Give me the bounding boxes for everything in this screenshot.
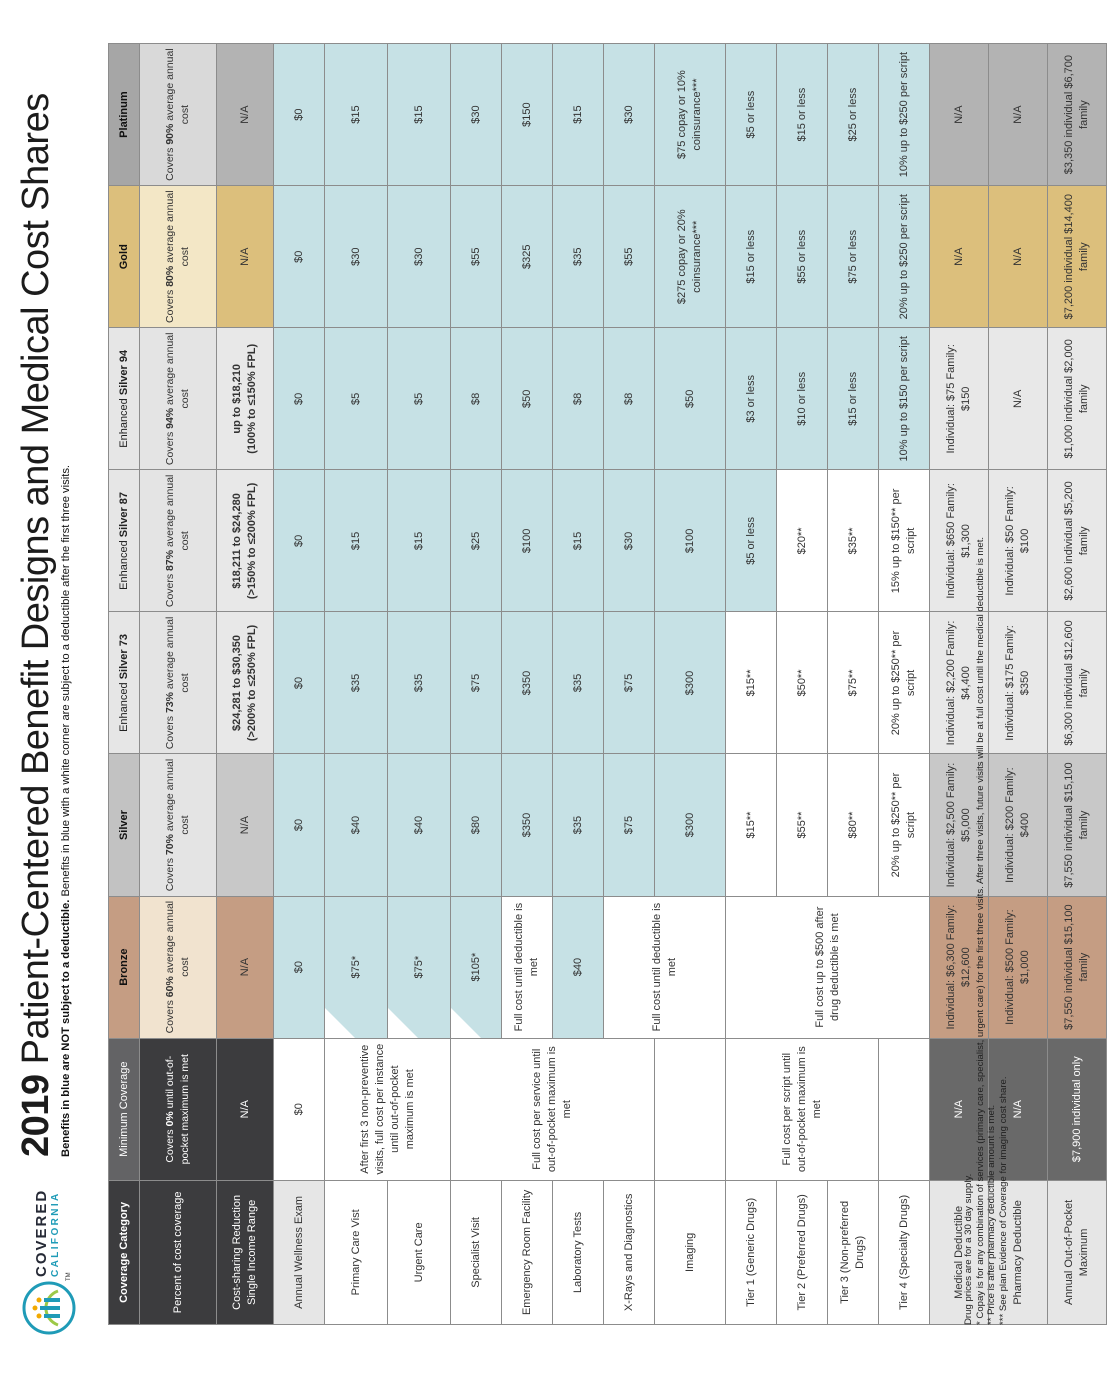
cell-value: $105* xyxy=(469,952,482,982)
row-label: Annual Out-of-Pocket Maximum xyxy=(1048,1180,1107,1324)
pct-b: 73% xyxy=(164,692,176,714)
pct-a: Covers xyxy=(164,713,176,750)
cell-silver: $80 xyxy=(451,754,502,896)
logo-line-california: CALIFORNIA xyxy=(50,1191,61,1277)
cell-es94: 10% up to $150 per script xyxy=(879,328,930,470)
cell-es73: Individual: $2,200 Family: $4,400 xyxy=(930,612,989,754)
cell-gold: $0 xyxy=(274,186,325,328)
cell-es87: 15% up to $150** per script xyxy=(879,470,930,612)
cell-silver: $80** xyxy=(828,754,879,896)
cell-platinum: $15 or less xyxy=(777,44,828,186)
pct-c: average annual cost xyxy=(164,332,191,409)
cell-silver: $350 xyxy=(502,754,553,896)
cell-es94: $5 xyxy=(388,328,451,470)
cell-platinum: $75 copay or 10% coinsurance*** xyxy=(655,44,726,186)
header-enhanced-silver-94 xyxy=(109,328,140,470)
cell-value: $75* xyxy=(349,955,362,979)
pct-a: Covers xyxy=(164,1126,176,1163)
cell-es94: $10 or less xyxy=(777,328,828,470)
cell-gold: 20% up to $250 per script xyxy=(879,186,930,328)
cell-silver: Individual: $200 Family: $400 xyxy=(989,754,1048,896)
header-es87-prefix: Enhanced xyxy=(117,540,130,590)
cell-silver: $40 xyxy=(388,754,451,896)
footnote-copay: * Copay is for any combination of services (primary care, specialist, urgent care) for the first three visits. After three visits, future visits will be at full cost until the medical deductible is met. xyxy=(974,536,986,1325)
cell-bronze: $40 xyxy=(553,896,604,1038)
cell-es73: $300 xyxy=(655,612,726,754)
cell-es87: $5 or less xyxy=(726,470,777,612)
cell-platinum: N/A xyxy=(930,44,989,186)
cell-platinum: $0 xyxy=(274,44,325,186)
cell-es87: $20** xyxy=(777,470,828,612)
cell-min: Full cost per service until out-of-pocket maximum is met xyxy=(451,1038,655,1180)
cell-gold xyxy=(140,186,217,328)
pct-a: Covers xyxy=(164,997,176,1034)
row-imaging xyxy=(655,44,726,1325)
pct-c: until out-of-pocket maximum is met xyxy=(164,1054,191,1165)
row-annual-wellness-exam xyxy=(274,44,325,1325)
cell-silver: $75 xyxy=(604,754,655,896)
page-subtitle xyxy=(60,465,72,1157)
cell-min xyxy=(140,1038,217,1180)
row-specialist-visit xyxy=(451,44,502,1325)
cell-es94 xyxy=(217,328,274,470)
pct-a: Covers xyxy=(164,855,176,892)
cell-gold: N/A xyxy=(989,186,1048,328)
pct-b: 90% xyxy=(164,123,176,145)
cell-platinum: $30 xyxy=(451,44,502,186)
cell-platinum: $3,350 individual $6,700 family xyxy=(1048,44,1107,186)
cell-silver: $0 xyxy=(274,754,325,896)
pct-c: average annual cost xyxy=(164,900,191,977)
header-row xyxy=(109,44,140,1325)
cell-gold: $35 xyxy=(553,186,604,328)
pct-c: average annual cost xyxy=(164,48,191,125)
cell-es94: $50 xyxy=(655,328,726,470)
row-label: Tier 2 (Preferred Drugs) xyxy=(777,1180,828,1324)
pct-b: 87% xyxy=(164,549,176,571)
row-label: Tier 4 (Specialty Drugs) xyxy=(879,1180,930,1324)
row-label: Emergency Room Facility xyxy=(502,1180,553,1324)
cell-es94 xyxy=(140,328,217,470)
cell-es94: N/A xyxy=(989,328,1048,470)
footnote-drug-supply: Drug prices are for a 30 day supply. xyxy=(963,1173,974,1325)
cell-es87: $30 xyxy=(604,470,655,612)
header-enhanced-silver-87 xyxy=(109,470,140,612)
cell-gold: $275 copay or 20% coinsurance*** xyxy=(655,186,726,328)
cell-es87: $25 xyxy=(451,470,502,612)
cell-es87: $15 xyxy=(553,470,604,612)
cell-platinum: $15 xyxy=(553,44,604,186)
pct-b: 60% xyxy=(164,976,176,998)
cell-silver: 20% up to $250** per script xyxy=(879,754,930,896)
cell-es94: $1,000 individual $2,000 family xyxy=(1048,328,1107,470)
row-label: Urgent Care xyxy=(388,1180,451,1324)
cell-platinum: N/A xyxy=(217,44,274,186)
cell-es87: $15 xyxy=(388,470,451,612)
cell-platinum: 10% up to $250 per script xyxy=(879,44,930,186)
row-label: Specialist Visit xyxy=(451,1180,502,1324)
cell-gold: N/A xyxy=(930,186,989,328)
cell-es73: Individual: $175 Family: $350 xyxy=(989,612,1048,754)
cell-platinum xyxy=(140,44,217,186)
row-primary-care-visit xyxy=(325,44,388,1325)
header-es87-name: Silver 87 xyxy=(117,491,130,538)
cell-es73: 20% up to $250** per script xyxy=(879,612,930,754)
cell-platinum: N/A xyxy=(989,44,1048,186)
header-enhanced-silver-73 xyxy=(109,612,140,754)
cell-bronze: $7,550 individual $15,100 family xyxy=(1048,896,1107,1038)
subtitle-bold: Benefits in blue are NOT subject to a deductible. xyxy=(60,899,72,1157)
cell-es73: $75 xyxy=(451,612,502,754)
cell-es73: $35 xyxy=(325,612,388,754)
pct-b: 80% xyxy=(164,265,176,287)
title-text: Patient-Centered Benefit Designs and Medical Cost Shares xyxy=(15,93,57,1065)
csr-range: up to $18,210 xyxy=(231,363,243,434)
cell-gold: $30 xyxy=(325,186,388,328)
benefit-table xyxy=(108,43,1107,1325)
cell-es87: $100 xyxy=(655,470,726,612)
cell-silver: Individual: $2,500 Family: $5,000 xyxy=(930,754,989,896)
cell-bronze xyxy=(388,896,451,1038)
row-out-of-pocket-max xyxy=(1048,44,1107,1325)
cell-min: N/A xyxy=(930,1038,989,1180)
pct-c: average annual cost xyxy=(164,616,191,693)
cell-min-imaging xyxy=(655,1038,726,1180)
cell-min: $0 xyxy=(274,1038,325,1180)
footnote-pharmacy: ** Price is after pharmacy deductible amount is met. xyxy=(986,1104,997,1325)
header-es94-name: Silver 94 xyxy=(117,349,130,396)
cell-es94: $3 or less xyxy=(726,328,777,470)
cell-platinum: $5 or less xyxy=(726,44,777,186)
cell-bronze: Individual: $500 Family: $1,000 xyxy=(989,896,1048,1038)
cell-es73: $35 xyxy=(388,612,451,754)
logo-mark-icon xyxy=(22,1281,76,1335)
cell-es73 xyxy=(217,612,274,754)
footnote-imaging: *** See plan Evidence of Coverage for imaging cost share. xyxy=(997,1076,1009,1325)
title-year: 2019 xyxy=(15,1074,57,1157)
cell-min: $7,900 individual only xyxy=(1048,1038,1107,1180)
cell-es94: Individual: $75 Family: $150 xyxy=(930,328,989,470)
cell-es94: $0 xyxy=(274,328,325,470)
cell-platinum: $150 xyxy=(502,44,553,186)
cell-es73: $35 xyxy=(553,612,604,754)
cell-gold: $55 or less xyxy=(777,186,828,328)
cell-gold: $15 or less xyxy=(726,186,777,328)
cell-es73: $6,300 individual $12,600 family xyxy=(1048,612,1107,754)
cell-silver xyxy=(140,754,217,896)
cell-es73: $15** xyxy=(726,612,777,754)
header-minimum-coverage: Minimum Coverage xyxy=(109,1038,140,1180)
cell-silver: N/A xyxy=(217,754,274,896)
cell-silver: $35 xyxy=(553,754,604,896)
pct-a: Covers xyxy=(164,144,176,181)
cell-gold: $55 xyxy=(604,186,655,328)
cell-es94: $5 xyxy=(325,328,388,470)
covered-california-logo[interactable] xyxy=(20,1175,84,1335)
csr-range: $24,281 to $30,350 xyxy=(231,634,243,731)
cell-es87 xyxy=(140,470,217,612)
header-platinum: Platinum xyxy=(109,44,140,186)
row-tier1-generic xyxy=(726,44,777,1325)
cell-silver: $40 xyxy=(325,754,388,896)
row-percent-coverage xyxy=(140,44,217,1325)
csr-fpl: (100% to ≤150% FPL) xyxy=(246,343,258,454)
footnotes xyxy=(963,537,1009,1325)
row-label: Laboratory Tests xyxy=(553,1180,604,1324)
cell-es94: $8 xyxy=(451,328,502,470)
cell-es94: $50 xyxy=(502,328,553,470)
cell-es73: $75 xyxy=(604,612,655,754)
cell-bronze xyxy=(140,896,217,1038)
cell-min-tier4 xyxy=(879,1038,930,1180)
cell-min: Full cost per script until out-of-pocket maximum is met xyxy=(726,1038,879,1180)
pct-a: Covers xyxy=(164,286,176,323)
pct-b: 94% xyxy=(164,407,176,429)
cell-es87: $15 xyxy=(325,470,388,612)
cell-gold: $55 xyxy=(451,186,502,328)
cell-bronze: Individual: $6,300 Family: $12,600 xyxy=(930,896,989,1038)
cell-es87 xyxy=(217,470,274,612)
row-label: Tier 1 (Generic Drugs) xyxy=(726,1180,777,1324)
row-label: Percent of cost coverage xyxy=(140,1180,217,1324)
pct-a: Covers xyxy=(164,428,176,466)
cell-es73: $50** xyxy=(777,612,828,754)
cell-gold: N/A xyxy=(217,186,274,328)
cell-gold: $325 xyxy=(502,186,553,328)
cell-gold: $75 or less xyxy=(828,186,879,328)
cell-bronze: $0 xyxy=(274,896,325,1038)
row-label: Cost-sharing Reduction Single Income Range xyxy=(217,1180,274,1324)
cell-silver: $300 xyxy=(655,754,726,896)
cell-silver: $55** xyxy=(777,754,828,896)
cell-silver: $15** xyxy=(726,754,777,896)
cell-es73: $75** xyxy=(828,612,879,754)
cell-es94: $8 xyxy=(604,328,655,470)
header-es94-prefix: Enhanced xyxy=(117,398,130,448)
cell-es87: $2,600 individual $5,200 family xyxy=(1048,470,1107,612)
subtitle-rest: Benefits in blue with a white corner are subject to a deductible after the first three visits. xyxy=(60,464,72,897)
pct-c: average annual cost xyxy=(164,758,191,835)
header-silver: Silver xyxy=(109,754,140,896)
cell-platinum: $15 xyxy=(388,44,451,186)
row-label: Pharmacy Deductible xyxy=(989,1180,1048,1324)
trademark: TM xyxy=(66,1272,72,1281)
header-es73-name: Silver 73 xyxy=(117,634,130,680)
row-label: Tier 3 (Non-preferred Drugs) xyxy=(828,1180,879,1324)
pct-b: 70% xyxy=(164,834,176,856)
cell-es94: $8 xyxy=(553,328,604,470)
cell-bronze: Full cost until deductible is met xyxy=(604,896,726,1038)
cell-silver: $7,550 individual $15,100 family xyxy=(1048,754,1107,896)
header-gold: Gold xyxy=(109,186,140,328)
row-label: Imaging xyxy=(655,1180,726,1324)
cell-gold: $7,200 individual $14,400 family xyxy=(1048,186,1107,328)
row-tier4-specialty xyxy=(879,44,930,1325)
cell-es87: $0 xyxy=(274,470,325,612)
cell-es87: $100 xyxy=(502,470,553,612)
pct-b: 0% xyxy=(164,1111,176,1127)
row-label: X-Rays and Diagnostics xyxy=(604,1180,655,1324)
csr-range: $18,211 to $24,280 xyxy=(231,493,243,589)
row-label: Annual Wellness Exam xyxy=(274,1180,325,1324)
cell-es94: $15 or less xyxy=(828,328,879,470)
cell-bronze: N/A xyxy=(217,896,274,1038)
pct-c: average annual cost xyxy=(164,474,191,551)
cell-es73: $0 xyxy=(274,612,325,754)
csr-fpl: (>150% to ≤200% FPL) xyxy=(246,482,258,600)
row-label: Medical Deductible xyxy=(930,1180,989,1324)
cell-min: N/A xyxy=(989,1038,1048,1180)
header-bronze: Bronze xyxy=(109,896,140,1038)
row-label: Primary Care Vist xyxy=(325,1180,388,1324)
cell-es87: Individual: $650 Family: $1,300 xyxy=(930,470,989,612)
cell-bronze xyxy=(451,896,502,1038)
cell-es87: Individual: $50 Family: $100 xyxy=(989,470,1048,612)
cell-gold: $30 xyxy=(388,186,451,328)
row-cost-sharing-reduction xyxy=(217,44,274,1325)
csr-fpl: (>200% to ≤250% FPL) xyxy=(246,624,258,742)
cell-platinum: $15 xyxy=(325,44,388,186)
cell-min: After first 3 non-preventive visits, full cost per instance until out-of-pocket maximum is met xyxy=(325,1038,451,1180)
page-title xyxy=(14,93,58,1157)
pct-a: Covers xyxy=(164,570,176,608)
cell-value: $75* xyxy=(412,955,425,979)
cell-platinum: $30 xyxy=(604,44,655,186)
logo-line-covered: COVERED xyxy=(33,1188,50,1277)
cell-platinum: $25 or less xyxy=(828,44,879,186)
cell-es87: $35** xyxy=(828,470,879,612)
cell-min: N/A xyxy=(217,1038,274,1180)
cell-es73: $350 xyxy=(502,612,553,754)
cell-bronze: Full cost up to $500 after drug deductible is met xyxy=(726,896,930,1038)
header-coverage-category: Coverage Category xyxy=(109,1180,140,1324)
cell-es73 xyxy=(140,612,217,754)
header-es73-prefix: Enhanced xyxy=(117,682,130,732)
cell-bronze: Full cost until deductible is met xyxy=(502,896,553,1038)
cell-bronze xyxy=(325,896,388,1038)
pct-c: average annual cost xyxy=(164,190,191,267)
